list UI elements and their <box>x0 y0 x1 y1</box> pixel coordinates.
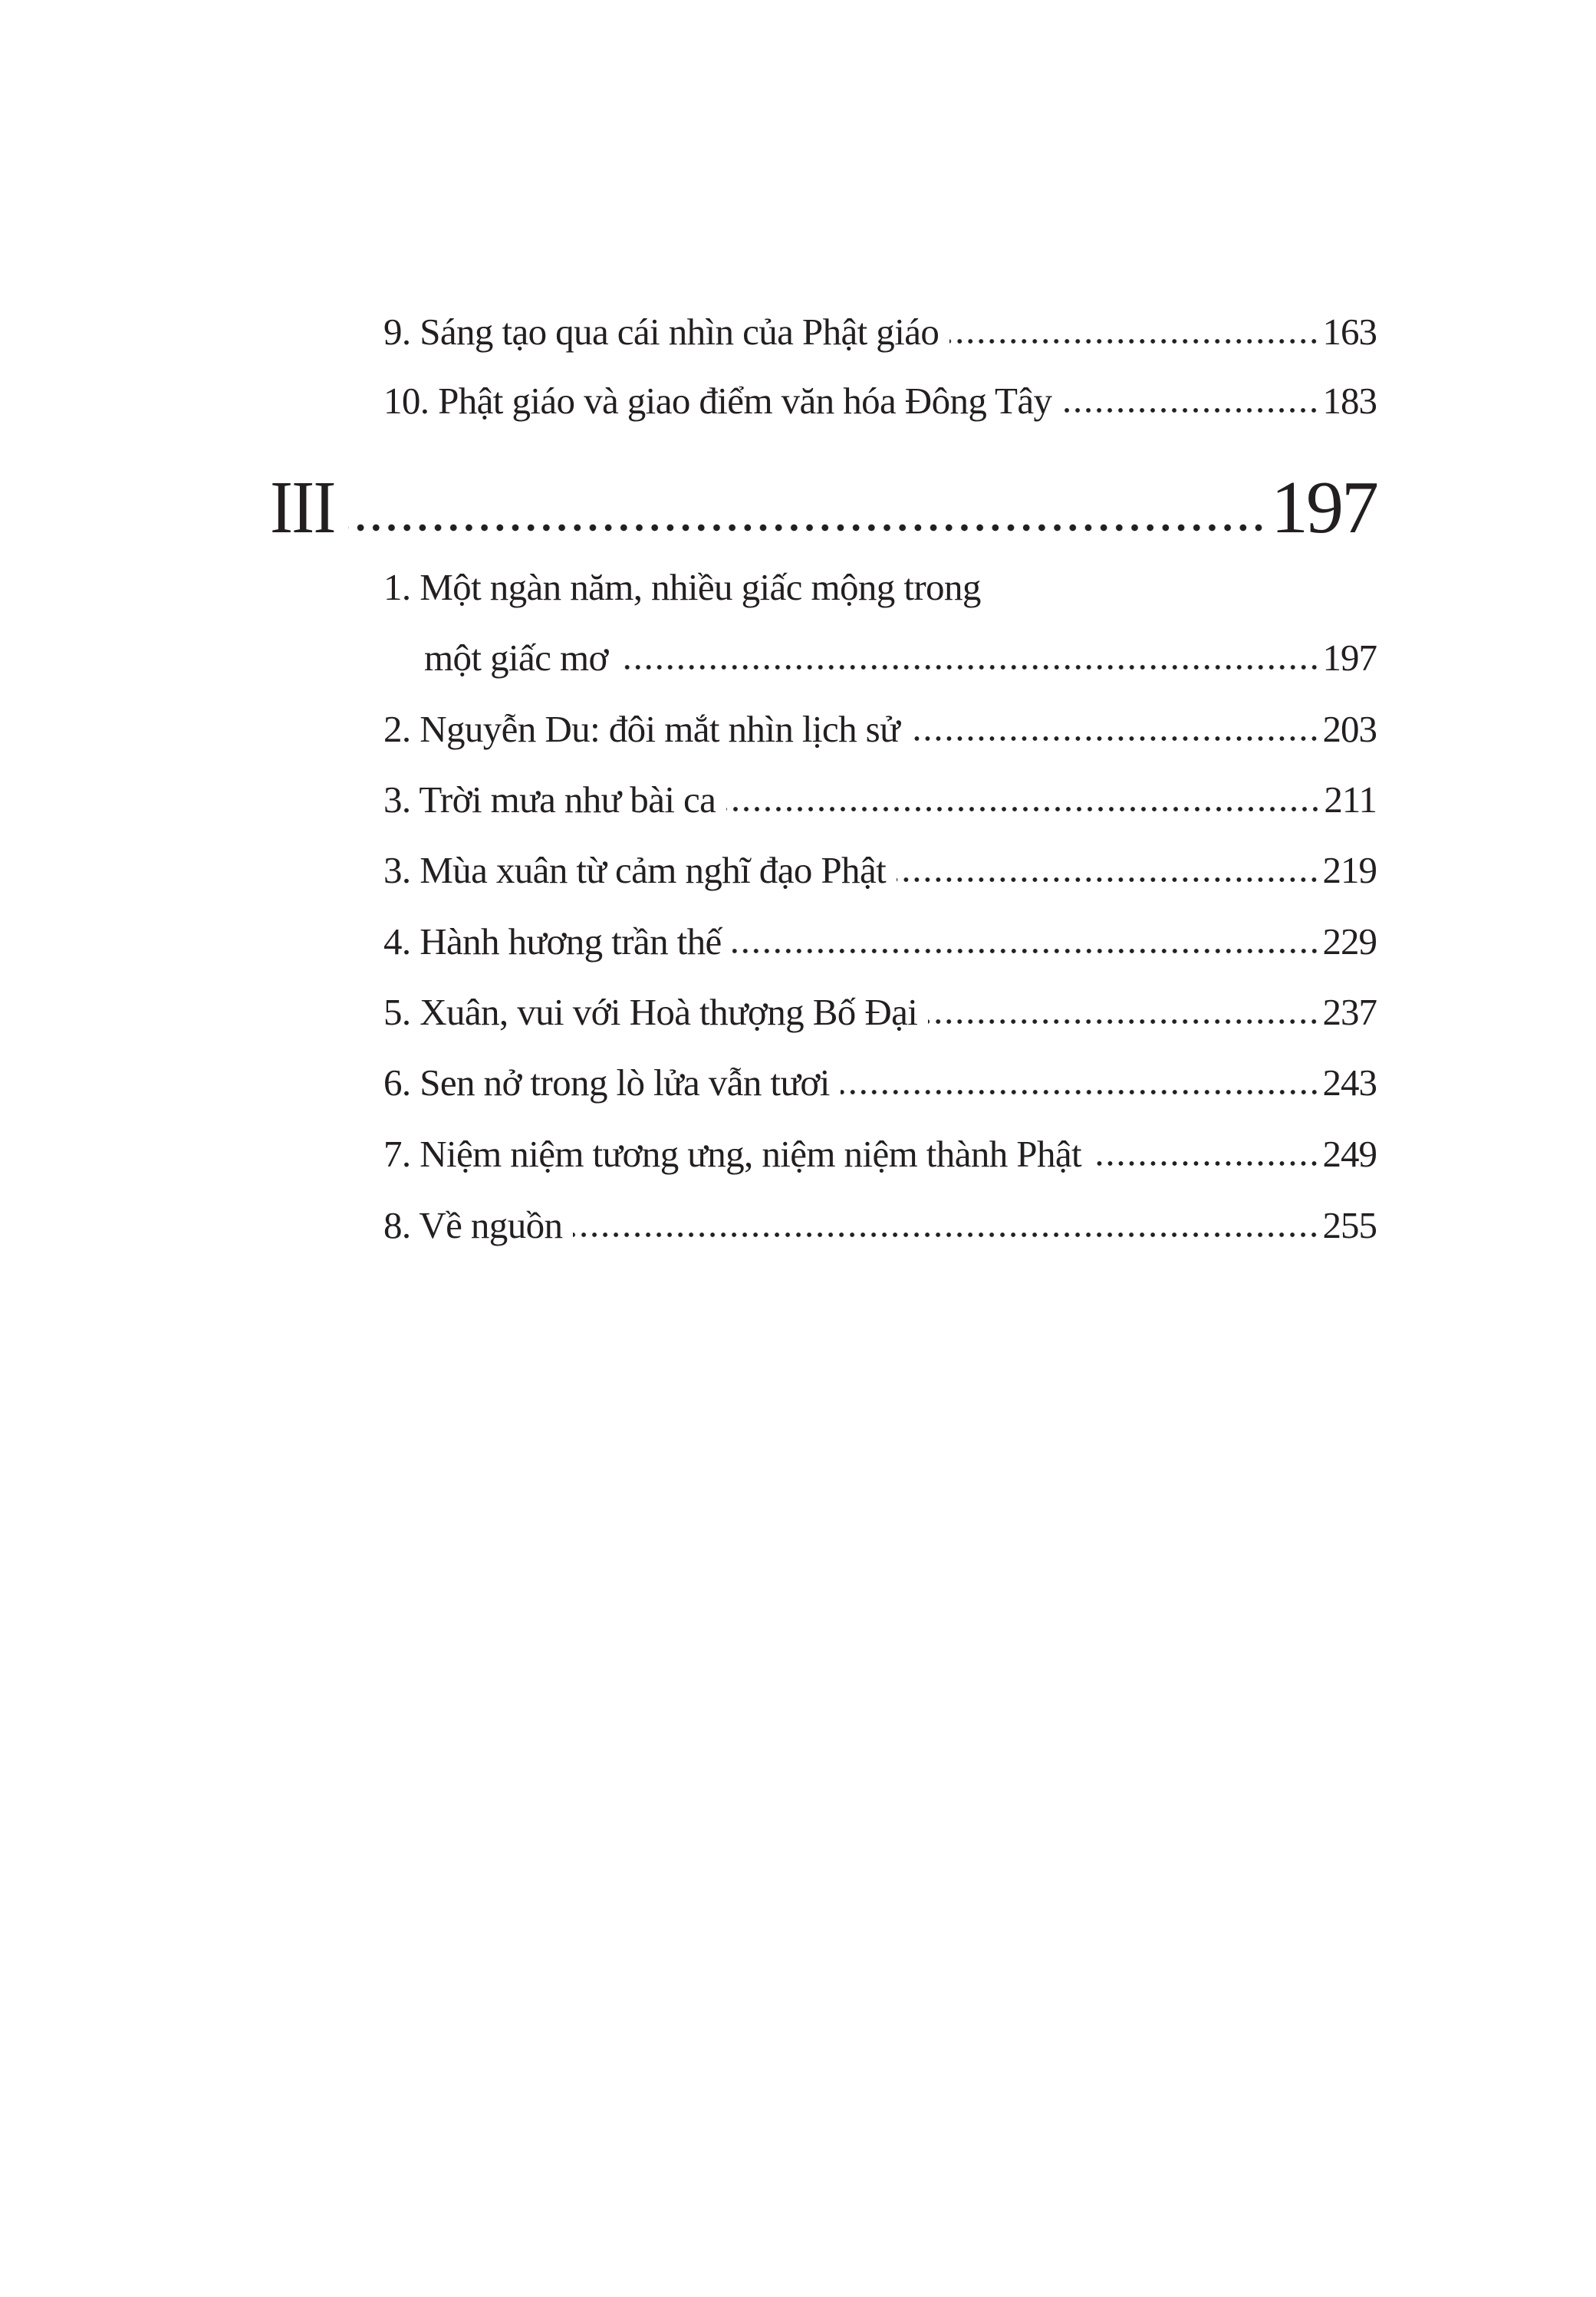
toc-entry[interactable] <box>383 1203 1377 1249</box>
dot-leader <box>928 1019 1319 1025</box>
toc-entry-title: 8. Về nguồn <box>383 1204 563 1246</box>
toc-entry-title: 9. Sáng tạo qua cái nhìn của Phật giáo <box>383 311 940 353</box>
toc-entry[interactable] <box>383 1060 1377 1106</box>
toc-entry-page: 249 <box>1322 1133 1377 1175</box>
dot-leader <box>1092 1160 1319 1167</box>
section-heading[interactable] <box>270 466 1377 549</box>
dot-leader <box>726 806 1321 812</box>
toc-entry[interactable] <box>383 989 1377 1035</box>
toc-entry-page: 229 <box>1322 920 1377 963</box>
dot-leader <box>897 877 1319 883</box>
toc-entry[interactable] <box>383 777 1377 823</box>
dot-leader <box>573 1232 1319 1238</box>
toc-entry[interactable] <box>383 1131 1377 1177</box>
toc-entry-continuation[interactable] <box>424 635 1377 681</box>
toc-entry-page: 183 <box>1322 380 1377 422</box>
toc-entry-page: 219 <box>1322 849 1377 891</box>
toc-entry-page: 243 <box>1322 1061 1377 1104</box>
toc-entry[interactable] <box>383 706 1377 752</box>
toc-entry-title: 1. Một ngàn năm, nhiều giấc mộng trong <box>383 566 981 608</box>
section-numeral: III <box>270 466 335 549</box>
toc-entry-title: 6. Sen nở trong lò lửa vẫn tươi <box>383 1061 830 1104</box>
dot-leader <box>949 338 1319 344</box>
toc-entry-page: 197 <box>1322 637 1377 679</box>
toc-entry[interactable] <box>383 847 1377 893</box>
toc-entry-page: 163 <box>1322 311 1377 353</box>
toc-entry-title: 3. Mùa xuân từ cảm nghĩ đạo Phật <box>383 849 887 891</box>
toc-entry-page: 203 <box>1322 708 1377 750</box>
toc-entry-title: 4. Hành hương trần thế <box>383 920 722 963</box>
dot-leader <box>1062 407 1319 413</box>
toc-entry[interactable] <box>383 564 1377 610</box>
dot-leader <box>348 523 1266 532</box>
dot-leader <box>619 664 1320 670</box>
section-page: 197 <box>1271 466 1377 549</box>
toc-entry-title: 7. Niệm niệm tương ưng, niệm niệm thành Phật <box>383 1133 1082 1175</box>
dot-leader <box>841 1089 1320 1095</box>
toc-entry[interactable] <box>383 378 1377 424</box>
toc-entry[interactable] <box>383 309 1377 355</box>
toc-entry-page: 255 <box>1322 1204 1377 1246</box>
toc-entry-page: 211 <box>1324 778 1377 821</box>
dot-leader <box>732 948 1320 954</box>
dot-leader <box>910 736 1319 742</box>
toc-entry-page: 237 <box>1322 991 1377 1033</box>
toc-entry-title: 3. Trời mưa như bài ca <box>383 778 716 821</box>
toc-entry-title-continuation: một giấc mơ <box>424 637 608 679</box>
toc-entry-title: 10. Phật giáo và giao điểm văn hóa Đông Tây <box>383 380 1052 422</box>
toc-entry[interactable] <box>383 919 1377 965</box>
toc-entry-title: 5. Xuân, vui với Hoà thượng Bố Đại <box>383 991 918 1033</box>
toc-entry-title: 2. Nguyễn Du: đôi mắt nhìn lịch sử <box>383 708 900 750</box>
